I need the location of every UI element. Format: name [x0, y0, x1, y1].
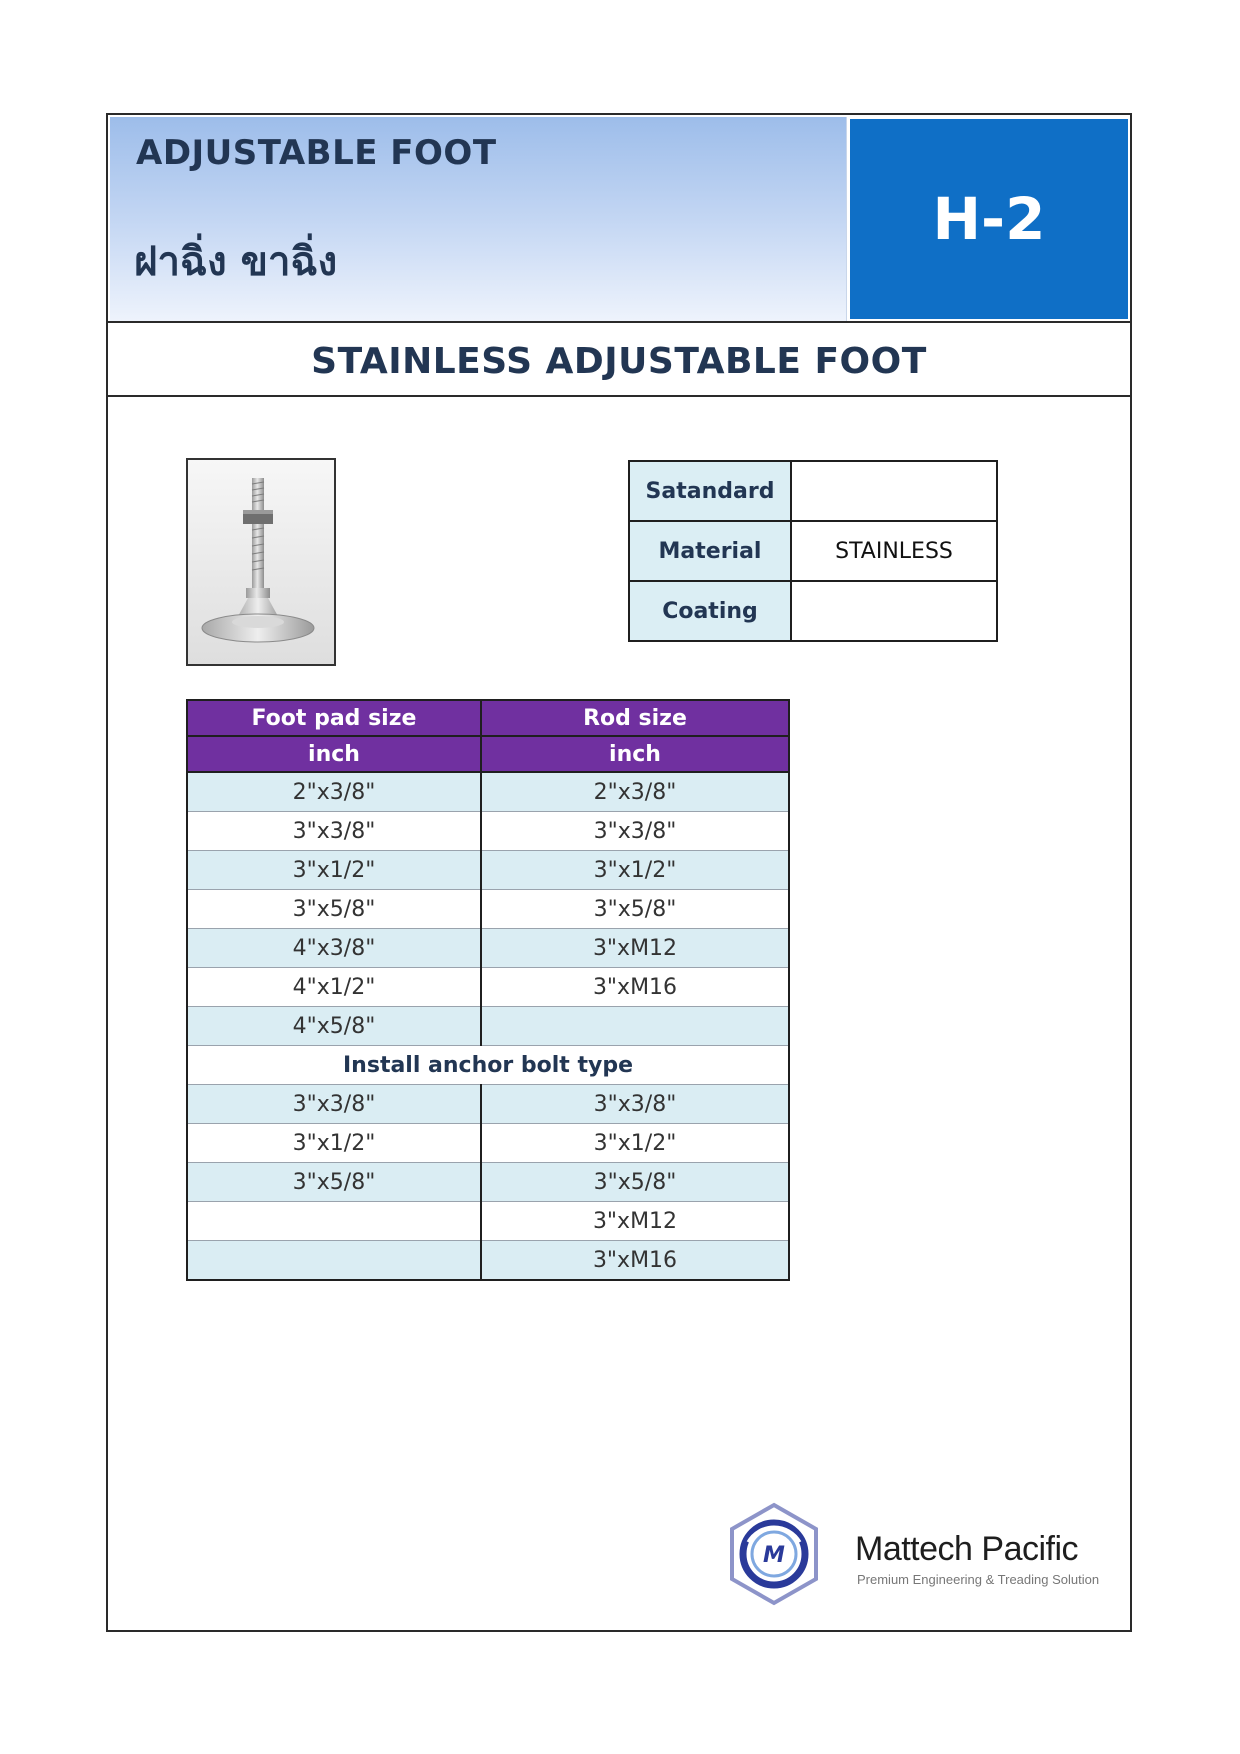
foot-pad-cell: 3"x5/8"	[187, 1163, 481, 1202]
rod-cell: 2"x3/8"	[481, 772, 789, 812]
table-row	[187, 772, 789, 812]
rod-cell: 3"x3/8"	[481, 812, 789, 851]
spec-label-material: Material	[629, 521, 791, 581]
unit-foot-pad: inch	[187, 736, 481, 772]
sizes-header-row	[187, 700, 789, 736]
spec-table	[628, 460, 998, 642]
rod-cell: 3"x5/8"	[481, 890, 789, 929]
brand-name: Mattech Pacific	[855, 1530, 1079, 1568]
foot-pad-cell: 3"x1/2"	[187, 851, 481, 890]
subtitle-divider	[106, 395, 1132, 397]
foot-pad-cell: 4"x5/8"	[187, 1007, 481, 1046]
table-row	[187, 1163, 789, 1202]
spec-row	[629, 461, 997, 521]
product-code-badge: H-2	[850, 119, 1128, 319]
rod-cell: 3"xM16	[481, 968, 789, 1007]
spec-value-material: STAINLESS	[791, 521, 997, 581]
spec-value-coating	[791, 581, 997, 641]
table-row	[187, 968, 789, 1007]
anchor-bolt-section-label: Install anchor bolt type	[187, 1046, 789, 1085]
rod-cell	[481, 1007, 789, 1046]
rod-cell: 3"xM12	[481, 929, 789, 968]
unit-rod: inch	[481, 736, 789, 772]
table-row	[187, 1124, 789, 1163]
spec-row	[629, 581, 997, 641]
spec-row	[629, 521, 997, 581]
table-row	[187, 890, 789, 929]
rod-cell: 3"xM16	[481, 1241, 789, 1281]
rod-cell: 3"x1/2"	[481, 851, 789, 890]
table-row	[187, 929, 789, 968]
table-row	[187, 1241, 789, 1281]
spec-label-coating: Coating	[629, 581, 791, 641]
logo-letter: M	[763, 1543, 785, 1568]
title-english: ADJUSTABLE FOOT	[136, 133, 497, 173]
sizes-table	[186, 699, 790, 1281]
section-row	[187, 1046, 789, 1085]
adjustable-foot-image	[188, 460, 334, 664]
header-divider	[106, 321, 1132, 323]
product-photo	[186, 458, 336, 666]
col-header-rod: Rod size	[481, 700, 789, 736]
foot-pad-cell: 3"x3/8"	[187, 1085, 481, 1124]
brand-tagline: Premium Engineering & Treading Solution	[857, 1572, 1100, 1587]
foot-pad-cell: 3"x3/8"	[187, 812, 481, 851]
col-header-foot-pad: Foot pad size	[187, 700, 481, 736]
foot-pad-cell	[187, 1202, 481, 1241]
rod-cell: 3"x5/8"	[481, 1163, 789, 1202]
table-row	[187, 812, 789, 851]
product-subtitle: STAINLESS ADJUSTABLE FOOT	[311, 340, 927, 382]
spec-value-standard	[791, 461, 997, 521]
rod-cell: 3"x3/8"	[481, 1085, 789, 1124]
foot-pad-cell: 4"x1/2"	[187, 968, 481, 1007]
foot-pad-cell	[187, 1241, 481, 1281]
sizes-unit-row	[187, 736, 789, 772]
table-row	[187, 1202, 789, 1241]
table-row	[187, 1085, 789, 1124]
foot-pad-cell: 2"x3/8"	[187, 772, 481, 812]
table-row	[187, 1007, 789, 1046]
title-thai: ฝาฉิ่ง ขาฉิ่ง	[134, 239, 338, 285]
header-title-panel	[110, 117, 847, 321]
foot-pad-cell: 4"x3/8"	[187, 929, 481, 968]
table-row	[187, 851, 789, 890]
foot-pad-cell: 3"x1/2"	[187, 1124, 481, 1163]
rod-cell: 3"xM12	[481, 1202, 789, 1241]
rod-cell: 3"x1/2"	[481, 1124, 789, 1163]
spec-label-standard: Satandard	[629, 461, 791, 521]
foot-pad-cell: 3"x5/8"	[187, 890, 481, 929]
mattech-logo-icon	[728, 1502, 820, 1606]
